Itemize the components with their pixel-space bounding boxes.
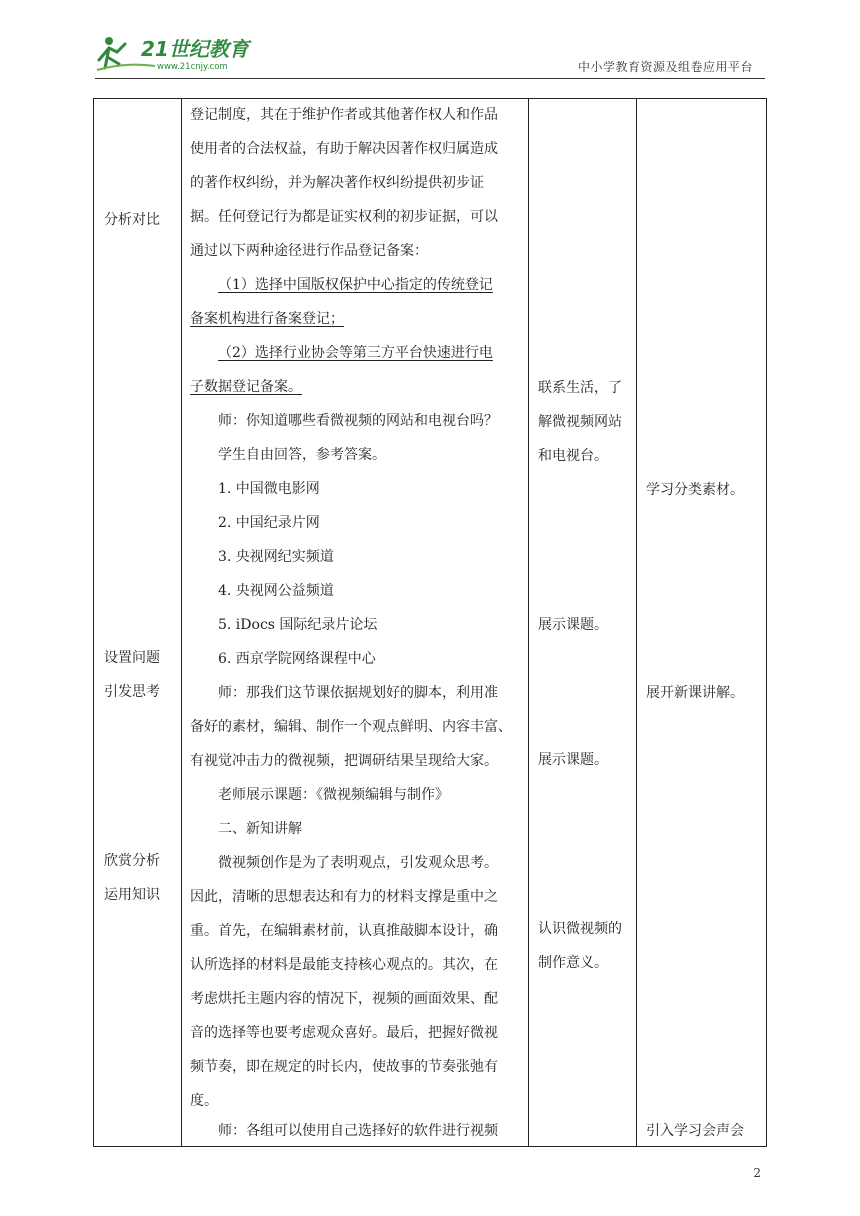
list-item: 5. iDocs 国际纪录片论坛 xyxy=(218,617,378,633)
body-line: 师：你知道哪些看微视频的网站和电视台吗？ xyxy=(218,413,498,429)
body-line: 通过以下两种途径进行作品登记备案： xyxy=(190,243,428,259)
body-line: 考虑烘托主题内容的情况下，视频的画面效果、配 xyxy=(190,991,498,1007)
page-number: 2 xyxy=(753,1166,761,1180)
platform-name: 中小学教育资源及组卷应用平台 xyxy=(577,60,753,74)
column-divider xyxy=(636,99,637,1146)
body-line: 子数据登记备案。 xyxy=(190,379,302,395)
body-line: 频节奏，即在规定的时长内，使故事的节奏张弛有 xyxy=(190,1059,498,1075)
list-item: 3. 央视网纪实频道 xyxy=(218,549,334,565)
label-setup-2: 引发思考 xyxy=(104,684,160,700)
label-enjoy-2: 运用知识 xyxy=(104,887,160,903)
list-item: 2. 中国纪录片网 xyxy=(218,515,320,531)
column-divider xyxy=(528,99,529,1146)
body-line: 认所选择的材料是最能支持核心观点的。其次，在 xyxy=(190,957,498,973)
logo-main-text: 21世纪教育 xyxy=(141,37,249,61)
student-activity: 联系生活，了 xyxy=(538,380,622,396)
section-heading: 二、新知讲解 xyxy=(218,821,302,837)
body-line: 备案机构进行备案登记； xyxy=(190,311,344,327)
body-line: 微视频创作是为了表明观点，引发观众思考。 xyxy=(218,855,498,871)
body-line: 师：那我们这节课依据规划好的脚本，利用准 xyxy=(218,685,498,701)
body-line: 音的选择等也要考虑观众喜好。最后，把握好微视 xyxy=(190,1025,498,1041)
body-line: 备好的素材，编辑、制作一个观点鲜明、内容丰富、 xyxy=(190,719,512,735)
body-line: （1）选择中国版权保护中心指定的传统登记 xyxy=(218,277,493,293)
body-line: 的著作权纠纷，并为解决著作权纠纷提供初步证 xyxy=(190,175,484,191)
list-item: 6. 西京学院网络课程中心 xyxy=(218,651,376,667)
body-line: 登记制度，其在于维护作者或其他著作权人和作品 xyxy=(190,107,498,123)
label-analysis: 分析对比 xyxy=(104,212,160,228)
logo-sub-text: www.21cnjy.com xyxy=(157,62,228,72)
list-item: 1. 中国微电影网 xyxy=(218,481,320,497)
student-activity: 解微视频网站 xyxy=(538,414,622,430)
body-line: 度。 xyxy=(190,1093,218,1109)
list-item: 4. 央视网公益频道 xyxy=(218,583,334,599)
student-activity: 制作意义。 xyxy=(538,955,608,971)
design-intent: 展开新课讲解。 xyxy=(646,685,744,701)
student-activity: 展示课题。 xyxy=(538,752,608,768)
student-activity: 认识微视频的 xyxy=(538,921,622,937)
design-intent: 学习分类素材。 xyxy=(646,482,744,498)
body-line: 学生自由回答，参考答案。 xyxy=(218,447,386,463)
design-intent: 引入学习会声会 xyxy=(646,1123,744,1139)
body-line: 因此，清晰的思想表达和有力的材料支撑是重中之 xyxy=(190,889,498,905)
logo-21cnjy xyxy=(95,32,265,74)
student-activity: 和电视台。 xyxy=(538,448,608,464)
body-line: 有视觉冲击力的微视频，把调研结果呈现给大家。 xyxy=(190,753,498,769)
column-divider xyxy=(181,99,182,1146)
header-divider xyxy=(95,78,765,79)
page-header xyxy=(95,28,765,78)
body-line: 使用者的合法权益，有助于解决因著作权归属造成 xyxy=(190,141,498,157)
lesson-table xyxy=(93,98,767,1147)
body-line: 老师展示课题：《微视频编辑与制作》 xyxy=(218,787,449,803)
body-line: 师：各组可以使用自己选择好的软件进行视频 xyxy=(218,1123,498,1139)
body-line: 据。任何登记行为都是证实权利的初步证据，可以 xyxy=(190,209,498,225)
label-setup-1: 设置问题 xyxy=(104,650,160,666)
body-line: 重。首先，在编辑素材前，认真推敲脚本设计，确 xyxy=(190,923,498,939)
student-activity: 展示课题。 xyxy=(538,617,608,633)
body-line: （2）选择行业协会等第三方平台快速进行电 xyxy=(218,345,493,361)
label-enjoy-1: 欣赏分析 xyxy=(104,853,160,869)
